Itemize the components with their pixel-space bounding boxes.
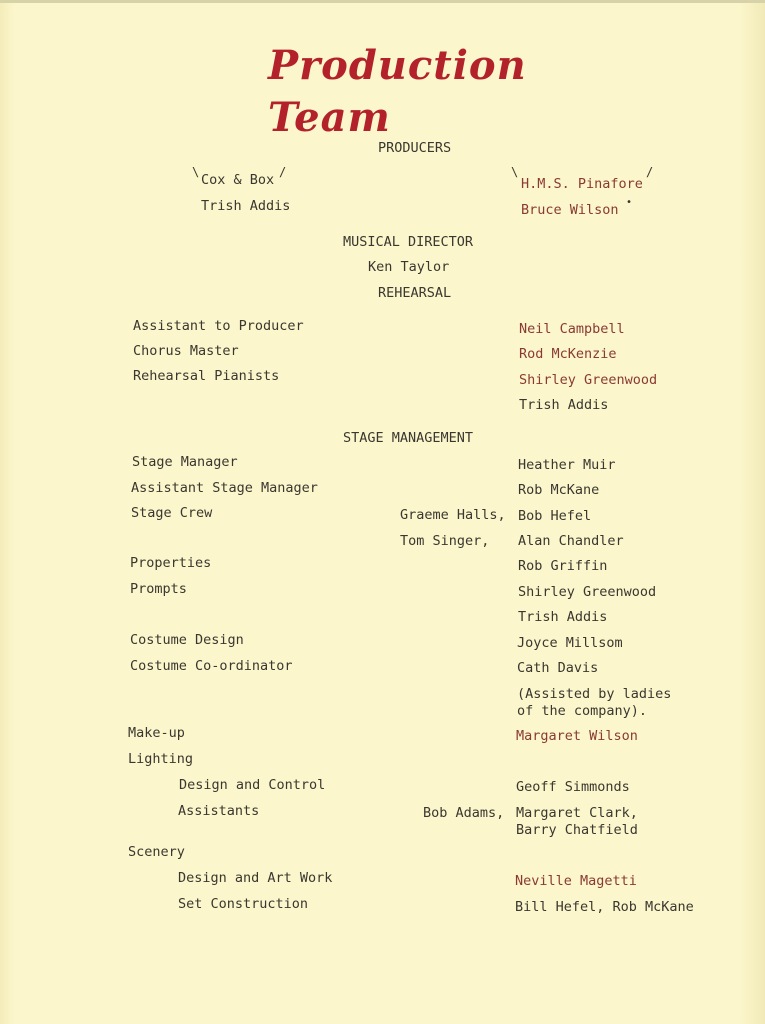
page-title: Production Team — [268, 42, 527, 141]
sub-role-label: Design and Control — [179, 777, 326, 793]
person-name: Joyce Millsom — [517, 635, 623, 651]
person-name: Neville Magetti — [515, 873, 637, 889]
producer-show-left: Cox & Box — [201, 172, 275, 188]
sub-role-label: Set Construction — [178, 896, 309, 912]
person-name: Geoff Simmonds — [516, 779, 630, 795]
person-name: Shirley Greenwood — [518, 584, 657, 600]
role-label: Assistant Stage Manager — [131, 480, 318, 496]
person-name: Rod McKenzie — [519, 346, 617, 362]
role-label: Scenery — [128, 844, 185, 860]
person-name: Cath Davis — [517, 660, 599, 676]
person-name: Margaret Clark, — [516, 805, 638, 821]
role-label: Costume Design — [130, 632, 244, 648]
producer-name-left: Trish Addis — [201, 198, 291, 214]
person-name: Rob McKane — [518, 482, 600, 498]
stage-management-heading: STAGE MANAGEMENT — [343, 430, 474, 446]
role-label: Chorus Master — [133, 343, 239, 359]
role-label: Stage Crew — [131, 505, 213, 521]
tick-mark: \ — [511, 165, 519, 179]
role-label: Rehearsal Pianists — [133, 368, 280, 384]
dot-mark: • — [626, 197, 633, 208]
person-name: Heather Muir — [518, 457, 616, 473]
role-label: Assistant to Producer — [133, 318, 304, 334]
tick-mark: / — [646, 165, 654, 179]
producer-name-right: Bruce Wilson — [521, 202, 619, 218]
sub-role-label: Design and Art Work — [178, 870, 333, 886]
role-label: Make-up — [128, 725, 185, 741]
tick-mark: \ — [192, 165, 200, 179]
role-label: Costume Co-ordinator — [130, 658, 293, 674]
note-line: of the company). — [517, 703, 648, 719]
middle-name: Tom Singer, — [400, 533, 490, 549]
role-label: Prompts — [130, 581, 187, 597]
sub-role-label: Assistants — [178, 803, 260, 819]
person-name: Bill Hefel, Rob McKane — [515, 899, 694, 915]
middle-name: Graeme Halls, — [400, 507, 506, 523]
producers-heading: PRODUCERS — [378, 140, 452, 156]
person-name: Trish Addis — [518, 609, 608, 625]
role-label: Properties — [130, 555, 212, 571]
person-name: Bob Hefel — [518, 508, 592, 524]
person-name: Rob Griffin — [518, 558, 608, 574]
tick-mark: / — [279, 165, 287, 179]
role-label: Lighting — [128, 751, 194, 767]
person-name: Margaret Wilson — [516, 728, 638, 744]
person-name: Trish Addis — [519, 397, 609, 413]
musical-director-name: Ken Taylor — [368, 259, 450, 275]
person-name: Alan Chandler — [518, 533, 624, 549]
rehearsal-heading: REHEARSAL — [378, 285, 452, 301]
role-label: Stage Manager — [132, 454, 238, 470]
person-name: Neil Campbell — [519, 321, 625, 337]
note-line: (Assisted by ladies — [517, 686, 672, 702]
producer-show-right: H.M.S. Pinafore — [521, 176, 643, 192]
person-name: Shirley Greenwood — [519, 372, 658, 388]
top-edge — [0, 0, 765, 3]
musical-director-heading: MUSICAL DIRECTOR — [343, 234, 474, 250]
person-name: Barry Chatfield — [516, 822, 638, 838]
middle-name: Bob Adams, — [423, 805, 505, 821]
